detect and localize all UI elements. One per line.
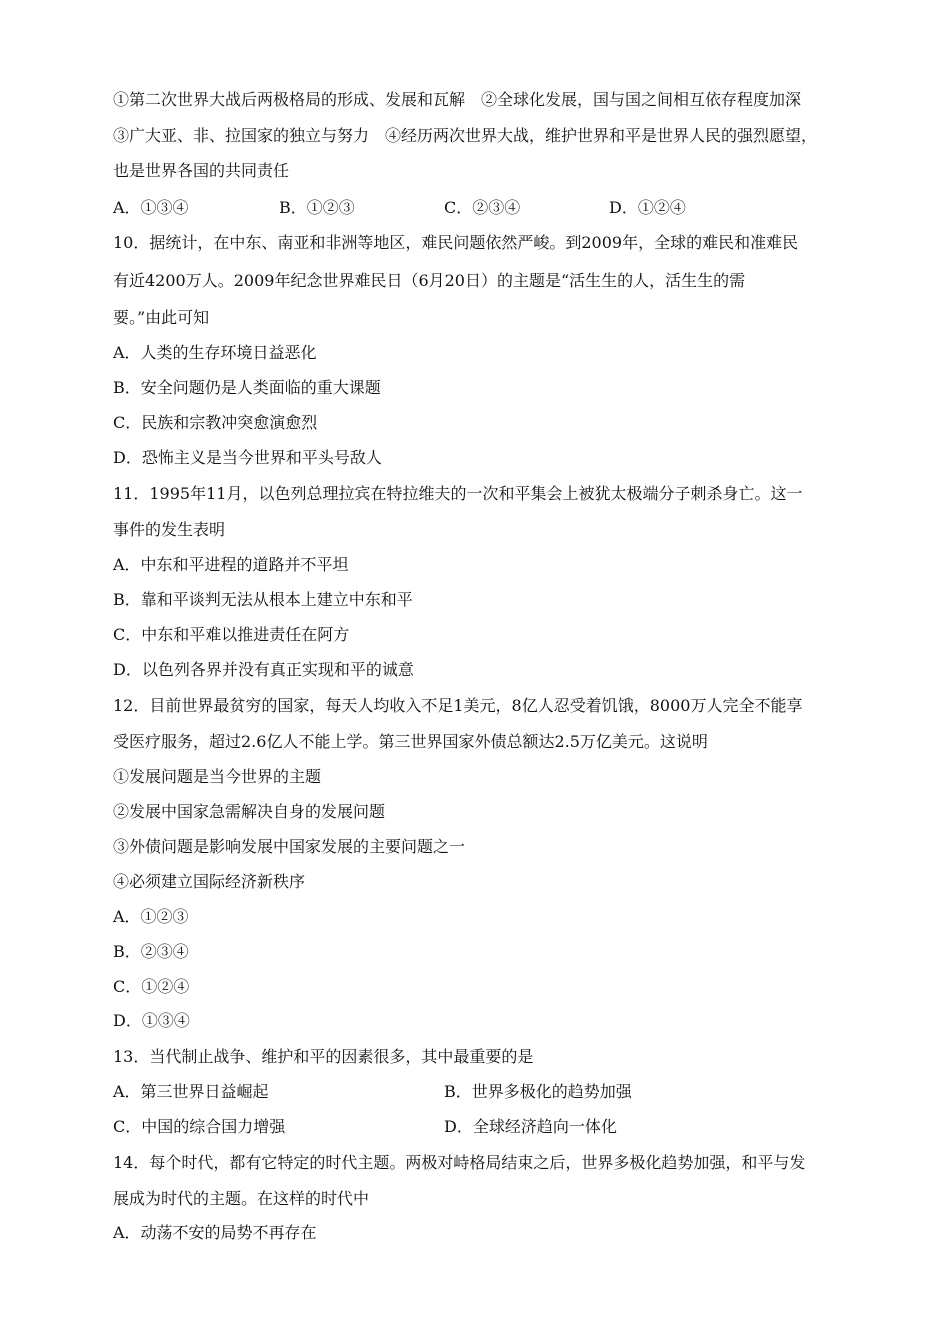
q9-statement-3-4: ③广大亚、非、拉国家的独立与努力 ④经历两次世界大战，维护世界和平是世界人民的强烈愿望， xyxy=(113,126,818,145)
q9-options xyxy=(113,197,833,219)
q11-option-a: A．中东和平进程的道路并不平坦 xyxy=(113,555,349,574)
q12-option-c: C．①②④ xyxy=(113,977,190,996)
q13-option-a: A．第三世界日益崛起 xyxy=(113,1082,269,1101)
q12-option-d: D．①③④ xyxy=(113,1011,190,1030)
q13-options-row-1 xyxy=(113,1081,833,1103)
q11-option-c: C．中东和平难以推进责任在阿方 xyxy=(113,625,350,644)
q11-option-d: D．以色列各界并没有真正实现和平的诚意 xyxy=(113,660,414,679)
q10-stem-line-2: 有近4200万人。2009年纪念世界难民日（6月20日）的主题是“活生生的人，活生生的需 xyxy=(113,271,746,290)
q9-option-a: A．①③④ xyxy=(113,198,189,217)
q10-stem-line-3: 要。”由此可知 xyxy=(113,308,210,327)
q12-option-a: A．①②③ xyxy=(113,907,189,926)
q12-statement-2: ②发展中国家急需解决自身的发展问题 xyxy=(113,802,386,821)
q12-stem-line-1: 12．目前世界最贫穷的国家，每天人均收入不足1美元，8亿人忍受着饥饿，8000万人完全不能享 xyxy=(113,696,803,715)
q13-options-row-2 xyxy=(113,1116,833,1138)
q9-option-c: C．②③④ xyxy=(444,198,521,217)
q11-option-b: B．靠和平谈判无法从根本上建立中东和平 xyxy=(113,590,413,609)
q10-option-c: C．民族和宗教冲突愈演愈烈 xyxy=(113,413,318,432)
q14-stem-line-2: 展成为时代的主题。在这样的时代中 xyxy=(113,1189,370,1208)
q9-option-d: D．①②④ xyxy=(609,198,686,217)
q13-option-c: C．中国的综合国力增强 xyxy=(113,1117,286,1136)
q9-statement-1-2: ①第二次世界大战后两极格局的形成、发展和瓦解 ②全球化发展，国与国之间相互依存程度加深 xyxy=(113,90,802,109)
q10-option-b: B．安全问题仍是人类面临的重大课题 xyxy=(113,378,381,397)
q11-stem-line-1: 11．1995年11月，以色列总理拉宾在特拉维夫的一次和平集会上被犹太极端分子刺杀身亡。这一 xyxy=(113,484,803,503)
q11-stem-line-2: 事件的发生表明 xyxy=(113,520,226,539)
q10-option-d: D．恐怖主义是当今世界和平头号敌人 xyxy=(113,448,382,467)
q10-option-a: A．人类的生存环境日益恶化 xyxy=(113,343,317,362)
q9-option-b: B．①②③ xyxy=(279,198,355,217)
q12-statement-1: ①发展问题是当今世界的主题 xyxy=(113,767,322,786)
q14-stem-line-1: 14．每个时代，都有它特定的时代主题。两极对峙格局结束之后，世界多极化趋势加强，和平与发 xyxy=(113,1153,806,1172)
q12-statement-4: ④必须建立国际经济新秩序 xyxy=(113,872,306,891)
q12-option-b: B．②③④ xyxy=(113,942,189,961)
q13-option-b: B．世界多极化的趋势加强 xyxy=(444,1082,632,1101)
q12-statement-3: ③外债问题是影响发展中国家发展的主要问题之一 xyxy=(113,837,466,856)
q12-stem-line-2: 受医疗服务，超过2.6亿人不能上学。第三世界国家外债总额达2.5万亿美元。这说明 xyxy=(113,732,708,751)
q9-statement-4-cont: 也是世界各国的共同责任 xyxy=(113,161,290,180)
q13-option-d: D．全球经济趋向一体化 xyxy=(444,1117,617,1136)
q14-option-a: A．动荡不安的局势不再存在 xyxy=(113,1223,317,1242)
q10-stem-line-1: 10．据统计，在中东、南亚和非洲等地区，难民问题依然严峻。到2009年，全球的难民和准难民 xyxy=(113,233,799,252)
q13-stem: 13．当代制止战争、维护和平的因素很多，其中最重要的是 xyxy=(113,1047,534,1066)
